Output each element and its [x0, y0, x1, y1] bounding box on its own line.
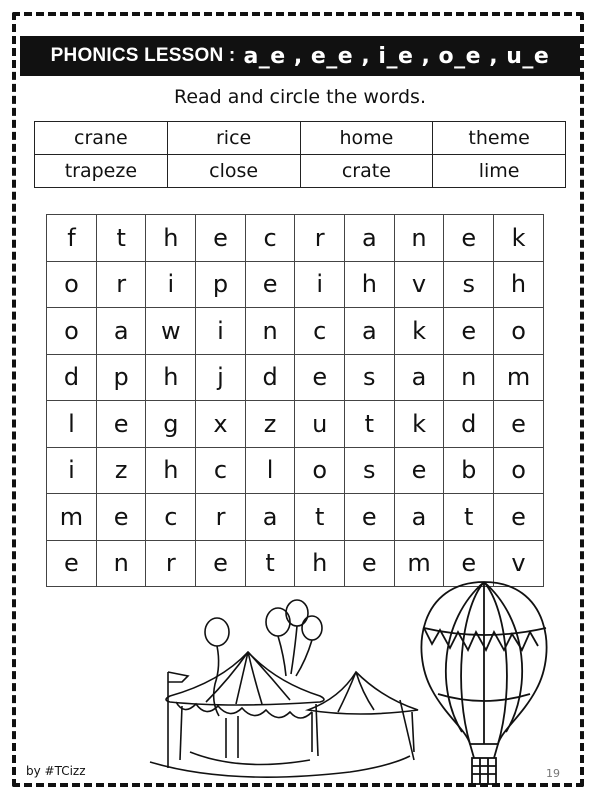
grid-letter-cell[interactable]: l — [47, 401, 97, 448]
grid-letter-cell[interactable]: h — [146, 447, 196, 494]
grid-letter-cell[interactable]: c — [295, 308, 345, 355]
grid-letter-cell[interactable]: t — [444, 494, 494, 541]
grid-letter-cell[interactable]: n — [96, 540, 146, 587]
grid-letter-cell[interactable]: e — [196, 540, 246, 587]
grid-letter-cell[interactable]: e — [245, 261, 295, 308]
grid-letter-cell[interactable]: h — [494, 261, 544, 308]
grid-letter-cell[interactable]: e — [494, 401, 544, 448]
grid-letter-cell[interactable]: o — [47, 261, 97, 308]
grid-letter-cell[interactable]: e — [196, 215, 246, 262]
grid-letter-cell[interactable]: p — [96, 354, 146, 401]
grid-letter-cell[interactable]: h — [345, 261, 395, 308]
grid-letter-cell[interactable]: r — [196, 494, 246, 541]
grid-letter-cell[interactable]: r — [295, 215, 345, 262]
grid-letter-cell[interactable]: v — [494, 540, 544, 587]
word-bank-cell: crane — [35, 122, 168, 155]
word-bank-cell: home — [300, 122, 433, 155]
grid-letter-cell[interactable]: i — [196, 308, 246, 355]
lesson-title: PHONICS LESSON : — [50, 45, 236, 66]
grid-letter-cell[interactable]: c — [146, 494, 196, 541]
grid-letter-cell[interactable]: i — [47, 447, 97, 494]
grid-letter-cell[interactable]: g — [146, 401, 196, 448]
grid-letter-cell[interactable]: h — [295, 540, 345, 587]
grid-letter-cell[interactable]: e — [345, 540, 395, 587]
grid-letter-cell[interactable]: e — [494, 494, 544, 541]
grid-letter-cell[interactable]: o — [47, 308, 97, 355]
grid-letter-cell[interactable]: a — [394, 494, 444, 541]
grid-letter-cell[interactable]: a — [245, 494, 295, 541]
grid-letter-cell[interactable]: d — [245, 354, 295, 401]
grid-letter-cell[interactable]: p — [196, 261, 246, 308]
grid-letter-cell[interactable]: m — [394, 540, 444, 587]
word-bank-cell: lime — [433, 155, 566, 188]
grid-letter-cell[interactable]: e — [394, 447, 444, 494]
grid-letter-cell[interactable]: u — [295, 401, 345, 448]
grid-letter-cell[interactable]: r — [146, 540, 196, 587]
grid-letter-cell[interactable]: t — [345, 401, 395, 448]
grid-letter-cell[interactable]: z — [245, 401, 295, 448]
instructions: Read and circle the words. — [173, 86, 426, 108]
grid-letter-cell[interactable]: w — [146, 308, 196, 355]
grid-letter-cell[interactable]: t — [245, 540, 295, 587]
grid-letter-cell[interactable]: s — [345, 354, 395, 401]
grid-letter-cell[interactable]: c — [196, 447, 246, 494]
grid-letter-cell[interactable]: h — [146, 354, 196, 401]
credit-text: by #TCizz — [26, 764, 86, 778]
grid-letter-cell[interactable]: o — [494, 447, 544, 494]
grid-letter-cell[interactable]: h — [146, 215, 196, 262]
grid-letter-cell[interactable]: c — [245, 215, 295, 262]
grid-letter-cell[interactable]: z — [96, 447, 146, 494]
grid-letter-cell[interactable]: e — [295, 354, 345, 401]
grid-letter-cell[interactable]: e — [47, 540, 97, 587]
grid-letter-cell[interactable]: s — [444, 261, 494, 308]
grid-letter-cell[interactable]: i — [295, 261, 345, 308]
grid-letter-cell[interactable]: n — [394, 215, 444, 262]
circus-tent-illustration — [150, 600, 418, 777]
grid-letter-cell[interactable]: a — [394, 354, 444, 401]
grid-letter-cell[interactable]: a — [345, 308, 395, 355]
grid-letter-cell[interactable]: x — [196, 401, 246, 448]
word-bank-cell: trapeze — [35, 155, 168, 188]
grid-letter-cell[interactable]: t — [295, 494, 345, 541]
grid-letter-cell[interactable]: e — [96, 401, 146, 448]
grid-letter-cell[interactable]: n — [245, 308, 295, 355]
grid-letter-cell[interactable]: b — [444, 447, 494, 494]
grid-letter-cell[interactable]: m — [47, 494, 97, 541]
page-number: 19 — [546, 767, 560, 780]
grid-letter-cell[interactable]: o — [494, 308, 544, 355]
lesson-sounds: a_e , e_e , i_e , o_e , u_e — [243, 43, 550, 69]
grid-letter-cell[interactable]: o — [295, 447, 345, 494]
grid-letter-cell[interactable]: a — [345, 215, 395, 262]
grid-letter-cell[interactable]: i — [146, 261, 196, 308]
word-bank-cell: theme — [433, 122, 566, 155]
grid-letter-cell[interactable]: k — [494, 215, 544, 262]
grid-letter-cell[interactable]: d — [444, 401, 494, 448]
grid-letter-cell[interactable]: e — [444, 540, 494, 587]
grid-letter-cell[interactable]: e — [345, 494, 395, 541]
grid-letter-cell[interactable]: e — [444, 215, 494, 262]
word-bank-cell: close — [167, 155, 300, 188]
grid-letter-cell[interactable]: m — [494, 354, 544, 401]
word-bank-cell: crate — [300, 155, 433, 188]
grid-letter-cell[interactable]: a — [96, 308, 146, 355]
grid-letter-cell[interactable]: l — [245, 447, 295, 494]
grid-letter-cell[interactable]: k — [394, 308, 444, 355]
grid-letter-cell[interactable]: f — [47, 215, 97, 262]
grid-letter-cell[interactable]: d — [47, 354, 97, 401]
grid-letter-cell[interactable]: v — [394, 261, 444, 308]
grid-letter-cell[interactable]: s — [345, 447, 395, 494]
grid-letter-cell[interactable]: n — [444, 354, 494, 401]
grid-letter-cell[interactable]: e — [444, 308, 494, 355]
word-bank-cell: rice — [167, 122, 300, 155]
grid-letter-cell[interactable]: k — [394, 401, 444, 448]
grid-letter-cell[interactable]: e — [96, 494, 146, 541]
grid-letter-cell[interactable]: r — [96, 261, 146, 308]
grid-letter-cell[interactable]: j — [196, 354, 246, 401]
grid-letter-cell[interactable]: t — [96, 215, 146, 262]
hot-air-balloon-illustration — [421, 582, 546, 784]
